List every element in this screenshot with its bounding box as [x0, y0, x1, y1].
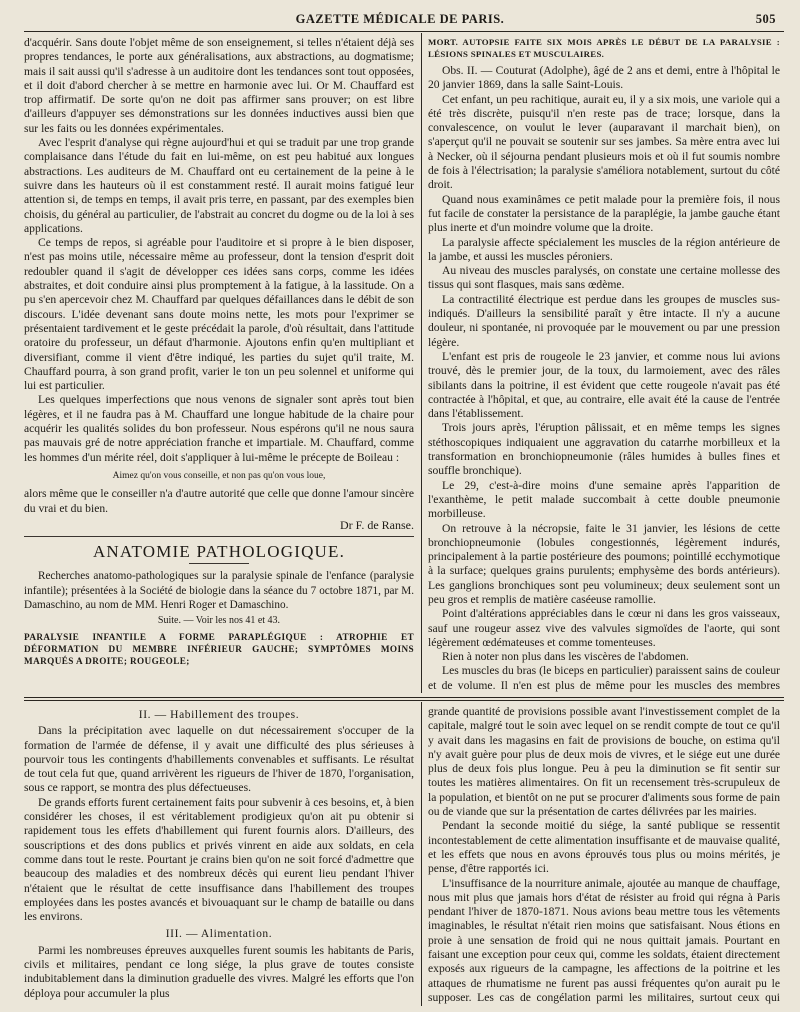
- paragraph: L'enfant est pris de rougeole le 23 janvier, et comme nous lui avions trouvé, dès le premier jour, de la toux, du larmoiement, avec des râles sibilants dans la poitrine, il est évident que cette rougeole n'avait pas été contractée à l'hôpital, et que, au contraire, elle avait été la cause de l'entrée dans l'établissement.: [428, 349, 780, 421]
- header-rule: [24, 31, 784, 32]
- section-separator-bottom: [24, 700, 784, 701]
- section-heading-food: III. — Alimentation.: [165, 928, 273, 941]
- paragraph: De grands efforts furent certainement faits pour subvenir à ces besoins, et, à bien considérer les choses, il est véritablement prodigieux qu'on ait pu obtenir si rapidement tous les effets d'habillement qui furent fournis alors. D'ailleurs, des souscriptions et des dons publics et privés vinrent en aide aux soldats, en cela comme dans tout le reste. Pourtant je crains bien qu'on ne soit forcé d'admettre que beaucoup des maladies et des nombreux décès qui eurent lieu pendant l'hiver n'étaient que le résultat de cette insuffisance dans l'habillement des troupes employées dans les postes avancés et bivouaquant sur le champ de bataille ou dans les environs.: [24, 795, 414, 924]
- upper-column-divider: [421, 33, 422, 693]
- case-heading: PARALYSIE INFANTILE A FORME PARAPLÉGIQUE : ATROPHIE ET DÉFORMATION DU MEMBRE INFÉRIEUR GAUCHE; SYMPTÔMES MOINS MARQUÉS A DROITE; ROUGEOLE;: [24, 631, 414, 666]
- case-heading-continued: MORT. AUTOPSIE FAITE SIX MOIS APRÈS LE DÉBUT DE LA PARALYSIE : LÉSIONS SPINALES ET MUSCULAIRES.: [428, 37, 780, 59]
- paragraph: Quand nous examinâmes ce petit malade pour la première fois, il nous fut facile de constater la persistance de la paraplégie, la jambe gauche étant plus inerte et d'un moindre volume que la droite.: [428, 192, 780, 235]
- paragraph: Avec l'esprit d'analyse qui règne aujourd'hui et qui se traduit par une trop grande complaisance dans l'étude du fait en lui-même, on est peu habitué aux longues abstractions. Les auditeurs de M. Chauffard ont eu certainement de la peine à le suivre dans les hauteurs où il est constamment resté. Il aurait moins fatigué leur attention si, de temps en temps, il avait pris terre, en passant, par des exemples bien choisis, du général au particulier, de l'abstrait au concret du dogme ou de la loi à ses applications.: [24, 136, 414, 235]
- page-number: 505: [755, 12, 776, 26]
- paragraph: Pendant la seconde moitié du siége, la santé publique se ressentit incontestablement de cette alimentation insuffisante et de mauvaise qualité, et les effets que nous en avons éprouvés tous plus ou moins mérités, je pense, d'être rapportés ici.: [428, 819, 780, 876]
- observation-intro: Obs. II. — Couturat (Adolphe), âgé de 2 ans et demi, entre à l'hôpital le 20 janvier 1869, dans la salle Saint-Louis.: [428, 64, 780, 92]
- section-separator-top: [24, 697, 784, 698]
- paragraph: Le 29, c'est-à-dire moins d'une semaine après l'apparition de l'exanthème, le petit malade succombait à cette double pneumonie morbilleuse.: [428, 478, 780, 521]
- running-header: [0, 12, 800, 26]
- title-ornament-rule: [189, 563, 249, 564]
- paragraph: Les muscles du bras (le biceps en particulier) paraissent sains de couleur et de volume. Il n'en est plus de même pour les muscles des membres: [428, 664, 780, 692]
- lower-right-column: [428, 705, 780, 1007]
- paragraph: La paralysie affecte spécialement les muscles de la région antérieure de la jambe, et aussi les muscles péroniers.: [428, 235, 780, 263]
- section-heading-clothing: II. — Habillement des troupes.: [138, 709, 300, 721]
- paragraph: Ce temps de repos, si agréable pour l'auditoire et si propre à le bien disposer, n'est pas moins utile, nécessaire même au professeur, dont la tension d'esprit doit redoubler quand il s'agit de développer ces idées sans corps, comme les idées abstraites, et doit conduire ainsi plus promptement à la fatigue, à la lassitude. On a pu s'en apercevoir chez M. Chauffard par quelques défaillances dans le débit de son discours. L'idée devenant sans doute moins nette, les mots pour l'exprimer se présentaient tardivement et le geste précédait la parole, d'où résultait, dans l'attitude oratoire du professeur, un défaut d'harmonie. Ajoutons enfin qu'en multipliant et diversifiant, comme il vient d'être indiqué, les parties du sujet qu'il traite, M. Chauffard pourra, à son grand profit, varier le ton un peu solennel et uniforme qui lui est particulier.: [24, 236, 414, 393]
- paragraph: d'acquérir. Sans doute l'objet même de son enseignement, si telles n'étaient déjà ses propres tendances, le porte aux généralisations, aux abstractions, au dogmatisme; mais il sait aussi qu'il s'adresse à un auditoire dont les tendances sont tout opposées, et il doit d'abord chercher à se mettre en harmonie avec lui. Or M. Chauffard est trop affirmatif. De sorte qu'on ne doit pas affirmer sans prouver; on est libre d'ailleurs d'appuyer ses démonstrations sur les données inductives aussi bien que sur les faits ou les données expérimentales.: [24, 36, 414, 135]
- lower-left-column: [24, 705, 414, 1007]
- paragraph: Rien à noter non plus dans les viscères de l'abdomen.: [442, 650, 689, 664]
- boileau-quote: Aimez qu'on vous conseille, et non pas qu'on vous loue,: [112, 470, 326, 481]
- paragraph: Parmi les nombreuses épreuves auxquelles furent soumis les habitants de Paris, civils et militaires, pendant ce long siége, la plus grave de toutes consiste indubitablement dans la diminution graduelle des vivres. Malgré les efforts que l'on déploya pour accumuler la plus: [24, 943, 414, 1000]
- paragraph: L'insuffisance de la nourriture animale, ajoutée au manque de chauffage, nous mit plus que jamais hors d'état de résister au froid qui régna à Paris pendant l'hiver de 1870-1871. Nous avions beau mettre tous les vêtements imaginables, le résultat n'était rien moins que satisfaisant. Nous étions en proie à une sensation de froid qui ne nous quittait jamais. Pourtant en faisant une exception pour ceux qui, comme les soldats, étaient directement exposés aux rigueurs de la campagne, les affections de la poitrine et les attaques de rhumatisme ne furent pas aussi fréquentes qu'on aurait pu le supposer. Les cas de congélation parmi les militaires, surtout ceux qui: [428, 876, 780, 1004]
- journal-title: GAZETTE MÉDICALE DE PARIS.: [295, 12, 505, 26]
- section-rule: [24, 536, 414, 537]
- paragraph: Dans la précipitation avec laquelle on dut nécessairement s'occuper de la formation de l'armée de défense, il y avait une difficulté des plus sérieuses à pourvoir tous les contingents d'habillements convenables et suffisants. Le résultat de tout cela fut que, quand arrivèrent les rigueurs de l'hiver de 1870, l'organisation, sous ce rapport, se montra des plus défectueuses.: [24, 724, 414, 795]
- article-title: Recherches anatomo-pathologiques sur la paralysie spinale de l'enfance (paralysie infantile); présentées à la Société de biologie dans la séance du 7 octobre 1871, par M. Damaschino, au nom de MM. Henri Roger et Damaschino.: [24, 570, 414, 611]
- paragraph: Au niveau des muscles paralysés, on constate une certaine mollesse des tissus qui sont flasques, mais sans œdème.: [428, 264, 780, 292]
- paragraph: On retrouve à la nécropsie, faite le 31 janvier, les lésions de cette bronchiopneumonie (lobules congestionnés, légèrement indurés, principalement à la partie postérieure des poumons; pointillé ecchymotique à la surface; quelques grains purulents; emphysème des bords antérieurs). Les ganglions bronchiques sont peu volumineux; deux seulement sont un peu gros et remplis de matière caséeuse ramollie.: [428, 521, 780, 606]
- paragraph: alors même que le conseiller n'a d'autre autorité que celle que donne l'amour sincère du vrai et du bien.: [24, 487, 414, 515]
- author-signature: Dr F. de Ranse.: [339, 517, 414, 532]
- section-title: ANATOMIE PATHOLOGIQUE.: [92, 542, 346, 562]
- paragraph: grande quantité de provisions possible avant l'investissement complet de la capitale, malgré tout le soin avec lequel on se rendit compte de tout ce qu'il y avait dans les magasins en fait de provisions de bouche, on estima qu'il n'y avait guère pour plus de deux mois de vivres, et le siége eut une durée plus de deux fois plus longue. Peu à peu la diminution se fit sentir sur toutes les matières alimentaires. On fit un recensement très-scrupuleux de la population, et bientôt on ne put se procurer d'aliments sous forme de pain ou de viande que sur la présentation de cartes délivrées par les mairies.: [428, 705, 780, 819]
- paragraph: Les quelques imperfections que nous venons de signaler sont après tout bien légères, et il ne faudra pas à M. Chauffard une longue habitude de la chaire pour acquérir les qualités solides du bon professeur. Nous espérons qu'il ne nous saura pas mauvais gré de notre appréciation franche et impartiale. M. Chauffard, comme les hommes d'un mérite réel, doit s'appliquer à lui-même le précepte de Boileau :: [24, 393, 414, 464]
- paragraph: Trois jours après, l'éruption pâlissait, et en même temps les signes stéthoscopiques indiquaient une aggravation du catarrhe morbilleux et la transformation en bronchiopneumonie (râles humides à bulles fines et souffle bronchique).: [428, 421, 780, 478]
- continuation-note: Suite. — Voir les nos 41 et 43.: [157, 615, 281, 627]
- upper-left-column: [24, 36, 414, 692]
- lower-column-divider: [421, 702, 422, 1006]
- upper-right-column: [428, 36, 780, 692]
- paragraph: Point d'altérations appréciables dans le cœur ni dans les gros vaisseaux, sauf une rougeur assez vive des valvules sigmoïdes de l'aorte, qui sont légèrement œdémateuses et comme tomenteuses.: [428, 607, 780, 649]
- paragraph: La contractilité électrique est perdue dans les groupes de muscles sus-indiqués. D'ailleurs la sensibilité paraît y être intacte. Il n'y a aucune douleur, ni spontanée, ni provoquée par le mouvement ou par une pression légère.: [428, 292, 780, 349]
- paragraph: Cet enfant, un peu rachitique, aurait eu, il y a six mois, une variole qui a été très discrète, puisqu'il n'en reste pas de trace; lorsque, dans la convalescence, on voulut le lever (auparavant il marchait bien), on s'aperçut qu'il ne pouvait se soutenir sur ses jambes. Sa mère entra avec lui à Necker, où il séjourna pendant plusieurs mois et où il fut soumis nombre de fois à l'électrisation; la paralysie s'améliora notablement, surtout du côté droit.: [428, 92, 780, 192]
